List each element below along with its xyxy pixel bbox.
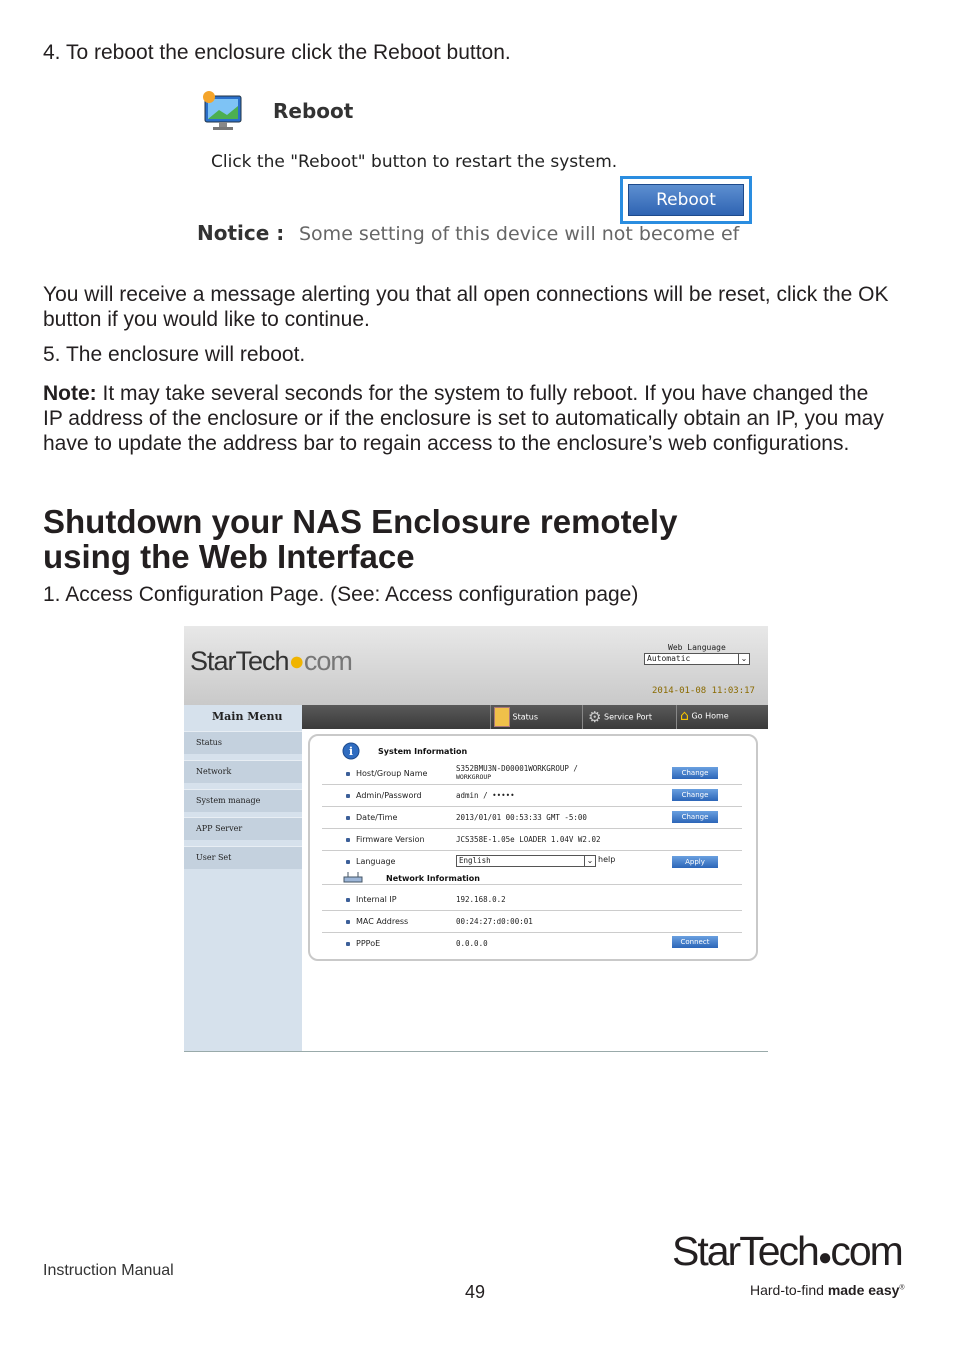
row-label-firmware: Firmware Version — [356, 835, 425, 844]
language-select[interactable] — [456, 855, 596, 867]
note-text: It may take several seconds for the system to fully reboot. If you have changed the IP address of the enclosure or if the enclosure is set to automatically obtain an IP, you may have to update the address bar to regain access to the enclosure’s web configurations. — [43, 382, 884, 455]
menu-item-network[interactable]: Network — [184, 760, 302, 783]
reboot-button-highlight — [620, 176, 752, 224]
row-label-language: Language — [356, 857, 396, 866]
nav-status[interactable]: Status — [494, 707, 538, 727]
message-paragraph: You will receive a message alerting you that all open connections will be reset, click the OK button if you would like to continue. — [43, 283, 889, 331]
section-heading — [43, 504, 677, 574]
main-menu — [184, 705, 302, 1051]
footer-brand-wordmark: StarTech●com — [672, 1228, 902, 1274]
chevron-down-icon: ⌄ — [738, 654, 749, 664]
info-icon — [342, 742, 360, 760]
row-bullet — [346, 772, 350, 776]
gear-icon: ⚙ — [588, 708, 602, 726]
footer-brand-logo — [672, 1228, 912, 1308]
web-language-select[interactable] — [644, 653, 750, 665]
web-language-value: Automatic — [647, 654, 691, 663]
system-info-panel — [308, 734, 758, 961]
notice-text: Some setting of this device will not become ef — [299, 223, 740, 245]
page-number: 49 — [465, 1282, 486, 1302]
row-divider — [322, 910, 742, 911]
change-host-button[interactable]: Change — [672, 767, 718, 779]
row-divider — [322, 828, 742, 829]
nav-divider — [582, 705, 583, 729]
row-bullet — [346, 898, 350, 902]
row-value-ip: 192.168.0.2 — [456, 895, 506, 904]
reboot-button[interactable]: Reboot — [628, 184, 744, 216]
row-value-host: S352BMU3N-D00001WORKGROUP / — [456, 764, 578, 773]
menu-item-status[interactable]: Status — [184, 731, 302, 754]
main-menu-title: Main Menu — [212, 710, 283, 723]
nav-divider — [490, 705, 491, 729]
step-1: 1. Access Configuration Page. (See: Access configuration page) — [43, 583, 639, 606]
row-bullet — [346, 794, 350, 798]
row-label-admin: Admin/Password — [356, 791, 422, 800]
row-value-firmware: JCS358E-1.05e LOADER 1.04V W2.02 — [456, 835, 601, 844]
row-label-datetime: Date/Time — [356, 813, 398, 822]
system-info-title: System Information — [378, 747, 468, 756]
row-label-host: Host/Group Name — [356, 769, 428, 778]
language-select-value: English — [459, 856, 491, 865]
network-info-title: Network Information — [386, 874, 480, 883]
row-divider — [322, 784, 742, 785]
row-label-ip: Internal IP — [356, 895, 397, 904]
nav-go-home[interactable]: ⌂ Go Home — [680, 708, 729, 724]
web-ui-screenshot — [184, 626, 768, 1052]
nav-service-port[interactable]: ⚙ Service Port — [588, 708, 652, 726]
note-paragraph — [43, 381, 893, 456]
svg-text:i: i — [348, 745, 354, 758]
ui-datetime: 2014-01-08 11:03:17 — [652, 686, 755, 696]
change-datetime-button[interactable]: Change — [672, 811, 718, 823]
row-label-mac: MAC Address — [356, 917, 409, 926]
ui-logo: StarTech●com — [190, 646, 352, 676]
status-icon — [494, 707, 510, 727]
ui-nav-bar — [302, 705, 768, 729]
connect-button[interactable]: Connect — [672, 936, 718, 948]
change-password-button[interactable]: Change — [672, 789, 718, 801]
step-5: 5. The enclosure will reboot. — [43, 343, 306, 366]
nav-divider — [676, 705, 677, 729]
web-language-label: Web Language — [668, 643, 726, 652]
reboot-instruction: Click the "Reboot" button to restart the system. — [211, 152, 618, 172]
reboot-screenshot — [195, 86, 770, 256]
row-divider — [322, 884, 742, 885]
row-value-admin: admin / ••••• — [456, 791, 515, 800]
step-4: 4. To reboot the enclosure click the Reboot button. — [43, 41, 511, 64]
notice-label: Notice : — [197, 221, 285, 245]
reboot-title: Reboot — [273, 99, 354, 123]
row-label-pppoe: PPPoE — [356, 939, 381, 948]
heading-line-1: Shutdown your NAS Enclosure remotely — [43, 503, 678, 540]
menu-item-app-server[interactable]: APP Server — [184, 817, 302, 840]
chevron-down-icon: ⌄ — [584, 856, 595, 866]
row-value-host-group: WORKGROUP — [456, 773, 492, 781]
row-value-mac: 00:24:27:d0:00:01 — [456, 917, 533, 926]
row-bullet — [346, 816, 350, 820]
row-bullet — [346, 942, 350, 946]
row-bullet — [346, 920, 350, 924]
help-link[interactable]: help — [598, 855, 616, 864]
monitor-icon — [199, 88, 245, 134]
note-label: Note: — [43, 382, 97, 405]
network-icon — [342, 871, 364, 885]
row-value-pppoe: 0.0.0.0 — [456, 939, 488, 948]
row-divider — [322, 806, 742, 807]
row-bullet — [346, 838, 350, 842]
footer-manual: Instruction Manual — [43, 1262, 174, 1279]
home-icon: ⌂ — [680, 708, 689, 724]
heading-line-2: using the Web Interface — [43, 538, 415, 575]
row-divider — [322, 850, 742, 851]
apply-button[interactable]: Apply — [672, 856, 718, 868]
ui-header — [184, 626, 768, 705]
row-bullet — [346, 860, 350, 864]
row-divider — [322, 932, 742, 933]
footer-tagline: Hard-to-find made easy® — [750, 1282, 905, 1298]
menu-item-system-manage[interactable]: System manage — [184, 789, 302, 812]
menu-item-user-set[interactable]: User Set — [184, 846, 302, 869]
row-value-datetime: 2013/01/01 00:53:33 GMT -5:00 — [456, 813, 587, 822]
